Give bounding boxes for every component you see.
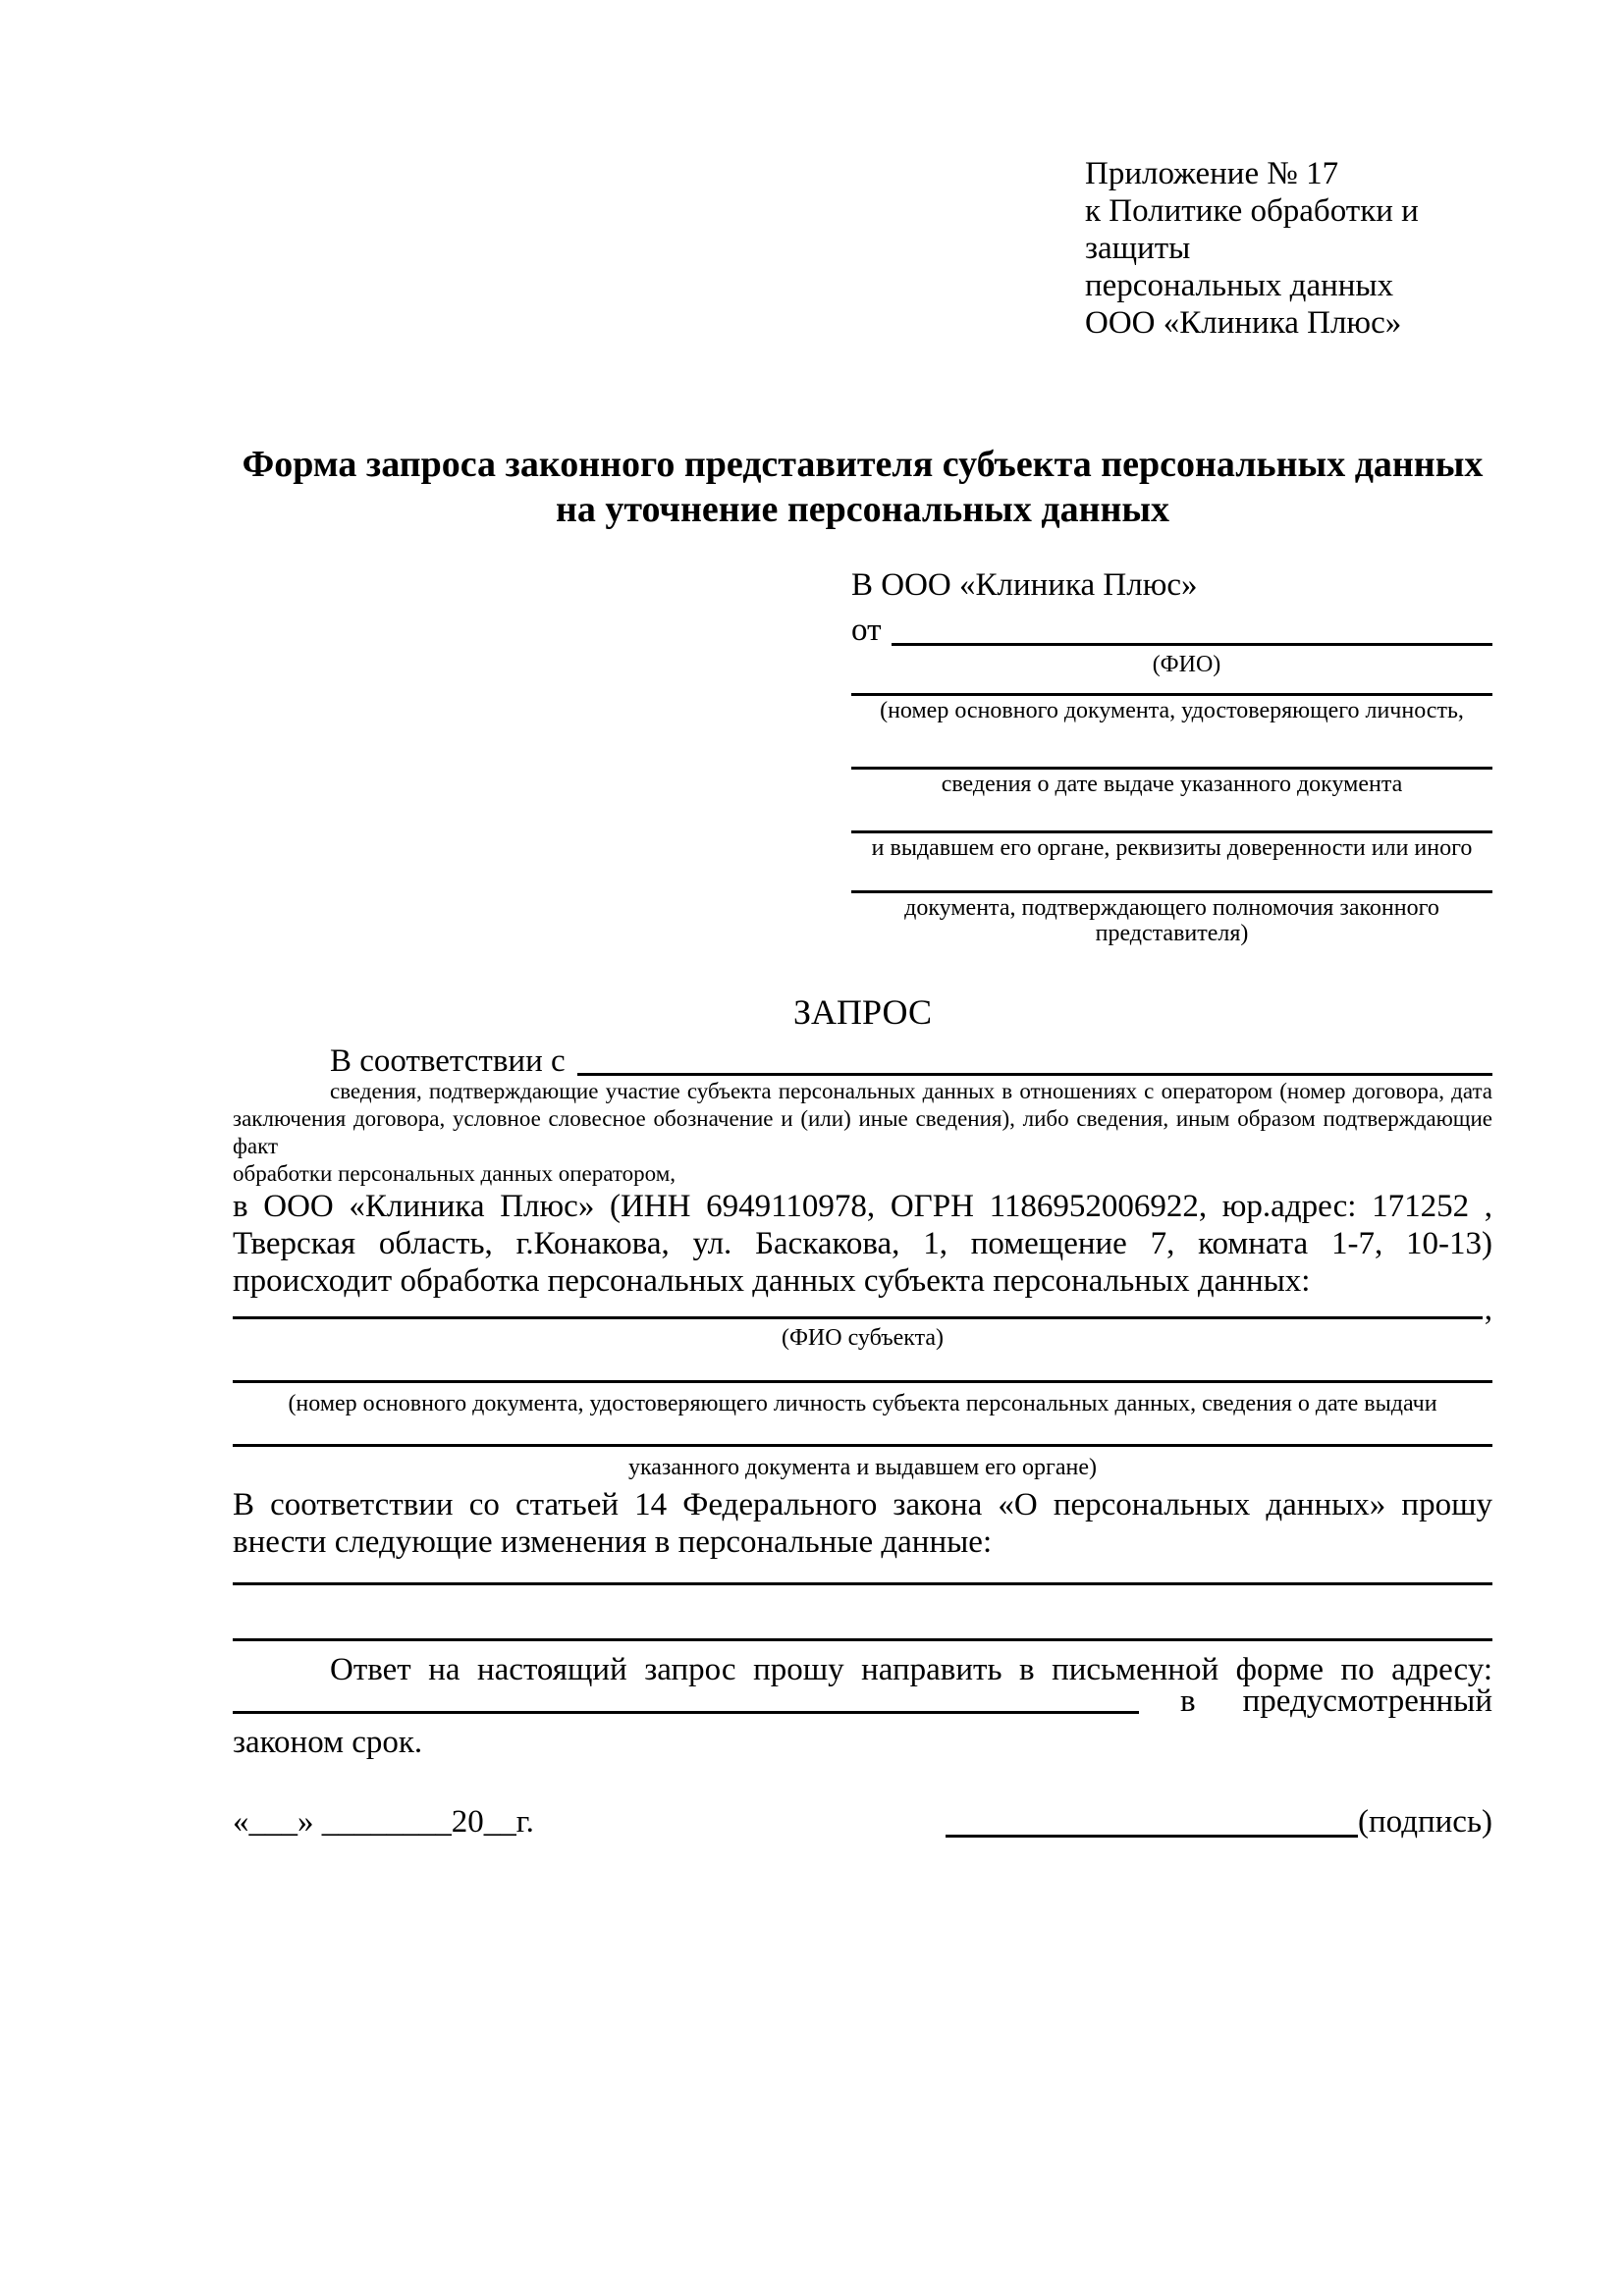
signature-block (946, 1804, 1492, 1840)
basis-fill-line (577, 1073, 1492, 1076)
date-field: «___» ________20__г. (233, 1804, 534, 1840)
statement-line: В соответствии со статьей 14 Федерального закона «О персональных данных» прошу (233, 1487, 1492, 1522)
fine-print-block (233, 1078, 1492, 1188)
addressee-from-row (851, 611, 1492, 648)
header-line: к Политике обработки и защиты (1085, 193, 1419, 266)
operator-paragraph-line: происходит обработка персональных данных субъекта персональных данных: (233, 1263, 1311, 1299)
operator-paragraph-line: Тверская область, г.Конакова, ул. Баскакова, 1, помещение 7, комната 1-7, 10-13) (233, 1226, 1492, 1261)
response-line-3: законом срок. (233, 1725, 423, 1760)
fio-caption: (ФИО) (1152, 652, 1221, 677)
fine-print-line: сведения, подтверждающие участие субъекта персональных данных в отношениях с оператором (номер договора, дата (330, 1079, 1492, 1103)
id-doc-caption: и выдавшем его органе, реквизиты доверенности или иного (871, 835, 1473, 861)
signature-caption: (подпись) (1358, 1804, 1492, 1840)
header-line: Приложение № 17 (1085, 156, 1339, 191)
fine-print-line: заключения договора, условное словесное обозначение и (или) иные сведения), либо сведения, иным образом подтверждающие факт (233, 1106, 1492, 1158)
response-line-1: Ответ на настоящий запрос прошу направить в письменной форме по адресу: (330, 1652, 1492, 1687)
id-doc-caption: документа, подтверждающего полномочия законного представителя) (904, 895, 1439, 946)
subject-fio-caption: (ФИО субъекта) (781, 1325, 945, 1351)
subject-doc-caption: (номер основного документа, удостоверяющего личность субъекта персональных данных, сведения о дате выдачи (288, 1391, 1437, 1416)
request-heading: ЗАПРОС (793, 992, 932, 1032)
id-doc-fill-line (851, 693, 1492, 696)
statement-paragraph (233, 1486, 1492, 1561)
id-doc-caption: сведения о дате выдаче указанного документа (941, 772, 1403, 797)
signature-line (946, 1835, 1358, 1838)
addressee-block (851, 565, 1492, 946)
header-line: ООО «Клиника Плюс» (1085, 305, 1402, 341)
operator-paragraph (233, 1188, 1492, 1300)
changes-fill-line (233, 1638, 1492, 1641)
form-title-line: на уточнение персональных данных (555, 489, 1170, 530)
fine-print-line: обработки персональных данных оператором, (233, 1161, 676, 1186)
basis-lead-row (233, 1042, 1492, 1078)
response-word: предусмотренный (1242, 1683, 1492, 1719)
addressee-to: В ООО «Клиника Плюс» (851, 567, 1198, 603)
subject-doc-fill-line (233, 1444, 1492, 1447)
header-line: персональных данных (1085, 268, 1394, 303)
subject-doc-caption: указанного документа и выдавшем его органе) (627, 1455, 1098, 1480)
subject-fio-row (233, 1292, 1492, 1327)
response-line-2 (233, 1683, 1492, 1719)
from-label: от (851, 613, 882, 648)
header-block (1085, 155, 1492, 342)
id-doc-caption: (номер основного документа, удостоверяющего личность, (880, 698, 1464, 723)
id-doc-fill-line (851, 767, 1492, 770)
basis-lead-label: В соответствии с (330, 1043, 566, 1079)
form-title-line: Форма запроса законного представителя субъекта персональных данных (242, 444, 1484, 485)
fio-fill-line (892, 643, 1493, 646)
response-word: в (1180, 1683, 1196, 1719)
address-fill-line (233, 1711, 1139, 1714)
id-doc-fill-line (851, 830, 1492, 833)
subject-fio-comma: , (1484, 1292, 1492, 1327)
date-signature-row (233, 1802, 1492, 1840)
statement-line: внести следующие изменения в персональные данные: (233, 1524, 993, 1560)
operator-paragraph-line: в ООО «Клиника Плюс» (ИНН 6949110978, ОГРН 1186952006922, юр.адрес: 171252 , (233, 1189, 1492, 1224)
form-title (233, 442, 1492, 532)
subject-fio-fill-line (233, 1316, 1483, 1319)
id-doc-fill-line (851, 890, 1492, 893)
subject-doc-fill-line (233, 1380, 1492, 1383)
changes-fill-line (233, 1582, 1492, 1585)
